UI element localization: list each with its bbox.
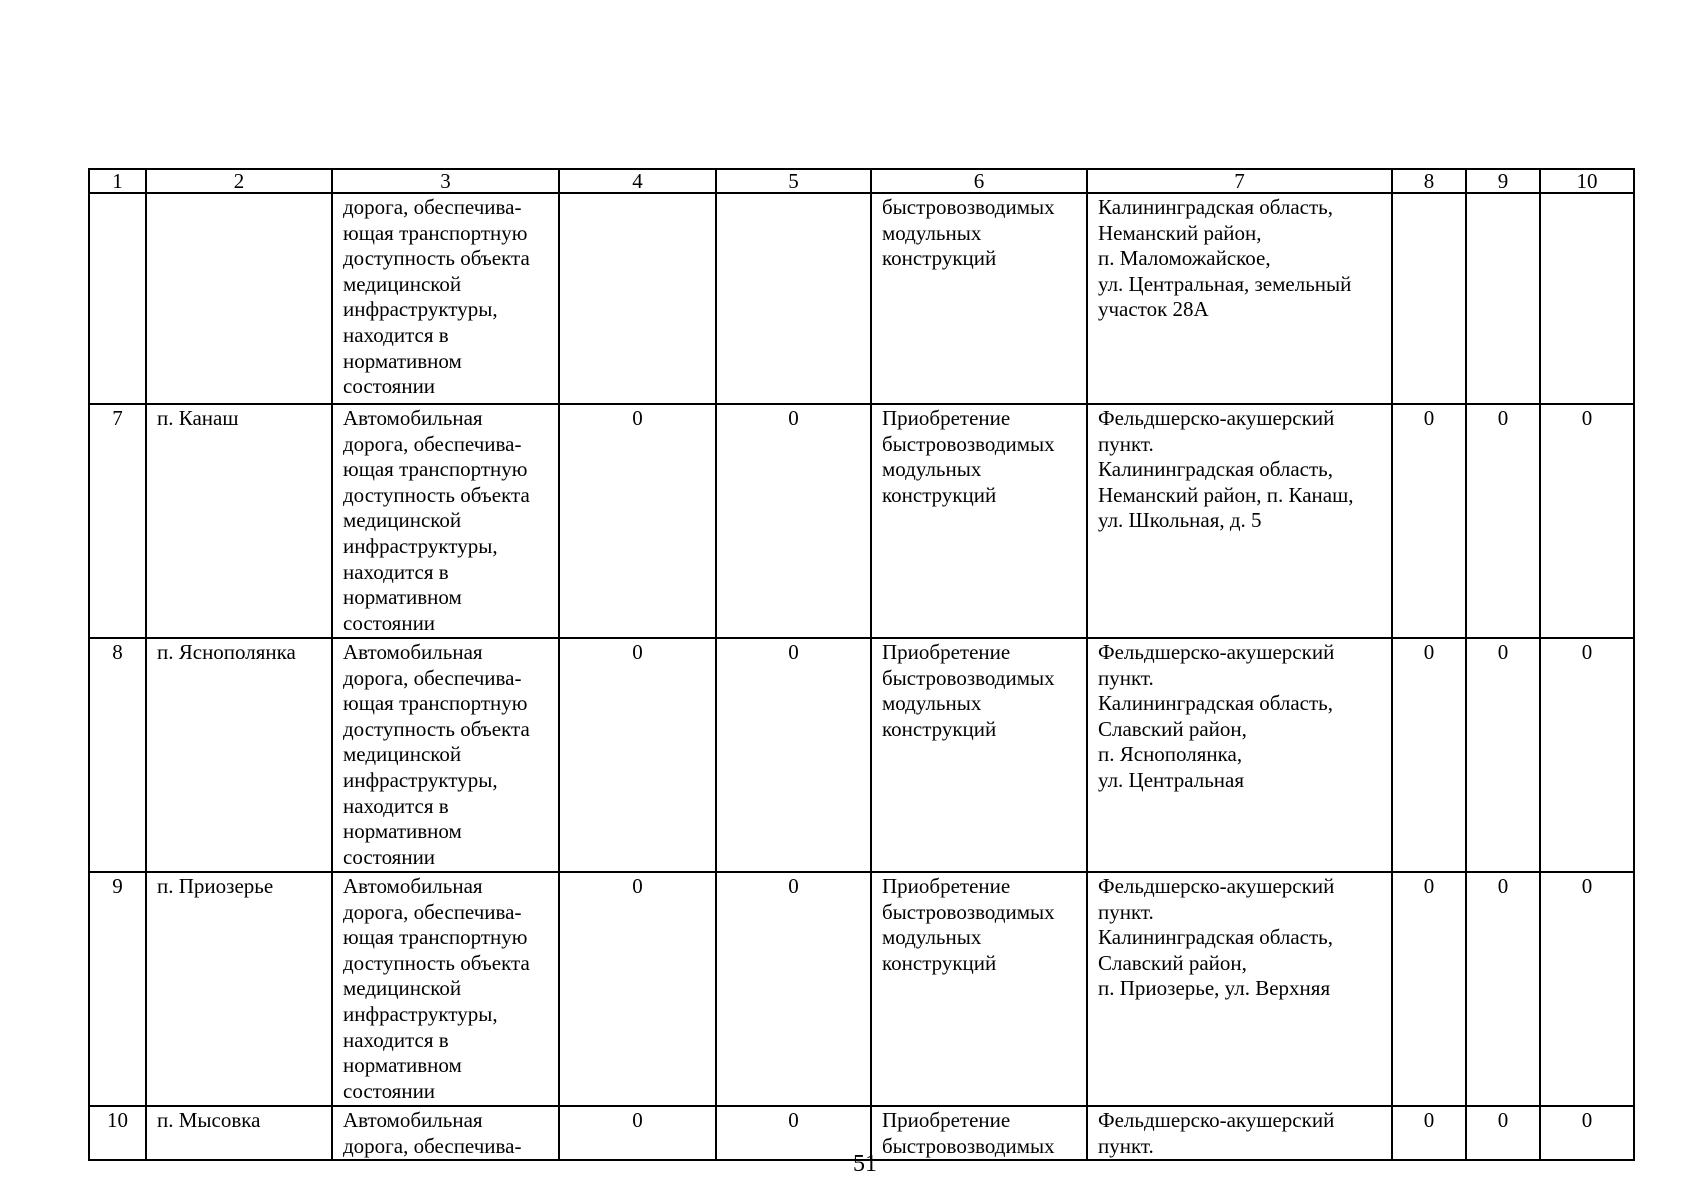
value-col10-cell	[1540, 404, 1634, 638]
value-col9-cell	[1466, 404, 1540, 638]
cell-text: Автомобильная дорога, обеспечива-	[343, 1108, 522, 1158]
table-body	[89, 193, 1634, 1160]
value-col9-cell	[1466, 638, 1540, 872]
cell-text: 0	[632, 1108, 643, 1132]
cell-text: 0	[1581, 874, 1593, 898]
row-number-cell	[89, 404, 146, 638]
action-cell	[871, 638, 1087, 872]
cell-text: п. Мысовка	[157, 1108, 261, 1132]
settlement-cell	[146, 1106, 332, 1160]
cell-text: быстровозводимых модульных конструкций	[882, 195, 1055, 271]
value-col4-cell	[559, 638, 716, 872]
road-condition-cell	[332, 872, 559, 1106]
value-col5-cell	[716, 404, 871, 638]
cell-text: 0	[1497, 640, 1509, 664]
header-row	[89, 169, 1634, 193]
cell-text: 0	[788, 1108, 799, 1132]
data-table	[88, 168, 1635, 1161]
cell-text: п. Приозерье	[157, 874, 274, 898]
value-col5-cell	[716, 872, 871, 1106]
value-col8-cell	[1392, 638, 1466, 872]
cell-text: Приобретение быстровозводимых модульных конструкций	[882, 874, 1055, 975]
cell-text: Калининградская область, Неманский район, п. Маломожайское, ул. Центральная, земельный участок 28А	[1098, 195, 1352, 322]
cell-text: 0	[1423, 874, 1435, 898]
road-condition-cell	[332, 404, 559, 638]
table-row	[89, 404, 1634, 638]
value-col10-cell	[1540, 872, 1634, 1106]
value-col8-cell	[1392, 1106, 1466, 1160]
cell-text: 0	[1423, 1108, 1435, 1132]
row-number-cell	[89, 638, 146, 872]
settlement-cell	[146, 193, 332, 404]
cell-text: 0	[788, 640, 799, 664]
row-number-cell	[89, 872, 146, 1106]
value-col10-cell	[1540, 638, 1634, 872]
row-number-cell	[89, 193, 146, 404]
facility-address-cell	[1087, 1106, 1392, 1160]
cell-text: 7	[112, 406, 123, 430]
page-number: 51	[853, 1151, 877, 1177]
cell-text: 0	[1581, 640, 1593, 664]
cell-text: 10	[107, 1108, 128, 1132]
cell-text: 0	[632, 874, 643, 898]
facility-address-cell	[1087, 638, 1392, 872]
value-col10-cell	[1540, 193, 1634, 404]
cell-text: дорога, обеспечива- ющая транспортную доступность объекта медицинской инфраструктуры, находится в нормативном состоянии	[343, 195, 530, 399]
facility-address-cell	[1087, 404, 1392, 638]
column-header: 3	[332, 169, 559, 193]
cell-text: Фельдшерско-акушерский пункт.	[1098, 1108, 1335, 1158]
value-col10-cell	[1540, 1106, 1634, 1160]
cell-text: 0	[1497, 1108, 1509, 1132]
cell-text: 0	[1497, 874, 1509, 898]
value-col9-cell	[1466, 1106, 1540, 1160]
table-row	[89, 638, 1634, 872]
value-col4-cell	[559, 404, 716, 638]
cell-text: 0	[788, 406, 799, 430]
value-col9-cell	[1466, 872, 1540, 1106]
cell-text: Фельдшерско-акушерский пункт. Калининградская область, Славский район, п. Яснополянка, ул. Центральная	[1098, 640, 1335, 792]
facility-address-cell	[1087, 193, 1392, 404]
row-number-cell	[89, 1106, 146, 1160]
table-row	[89, 872, 1634, 1106]
cell-text: 0	[632, 640, 643, 664]
value-col8-cell	[1392, 404, 1466, 638]
cell-text: 8	[112, 640, 123, 664]
cell-text: Приобретение быстровозводимых	[882, 1108, 1055, 1158]
action-cell	[871, 193, 1087, 404]
table-row	[89, 193, 1634, 404]
value-col4-cell	[559, 193, 716, 404]
value-col8-cell	[1392, 872, 1466, 1106]
road-condition-cell	[332, 1106, 559, 1160]
cell-text: 0	[632, 406, 643, 430]
column-header: 6	[871, 169, 1087, 193]
cell-text: 0	[1581, 1108, 1593, 1132]
cell-text: 0	[1581, 406, 1593, 430]
cell-text: Приобретение быстровозводимых модульных конструкций	[882, 640, 1055, 741]
cell-text: 0	[1497, 406, 1509, 430]
cell-text: Фельдшерско-акушерский пункт. Калининградская область, Неманский район, п. Канаш, ул. Школьная, д. 5	[1098, 406, 1354, 533]
column-header: 5	[716, 169, 871, 193]
action-cell	[871, 872, 1087, 1106]
value-col8-cell	[1392, 193, 1466, 404]
cell-text: Фельдшерско-акушерский пункт. Калининградская область, Славский район, п. Приозерье, ул. Верхняя	[1098, 874, 1335, 1001]
value-col4-cell	[559, 872, 716, 1106]
value-col5-cell	[716, 193, 871, 404]
cell-text: 0	[1423, 406, 1435, 430]
facility-address-cell	[1087, 872, 1392, 1106]
cell-text: 9	[112, 874, 123, 898]
column-header: 2	[146, 169, 332, 193]
cell-text: Автомобильная дорога, обеспечива- ющая транспортную доступность объекта медицинской инфраструктуры, находится в нормативном состоянии	[343, 640, 530, 869]
cell-text: Автомобильная дорога, обеспечива- ющая транспортную доступность объекта медицинской инфраструктуры, находится в нормативном состоянии	[343, 406, 530, 635]
cell-text: Автомобильная дорога, обеспечива- ющая транспортную доступность объекта медицинской инфраструктуры, находится в нормативном состоянии	[343, 874, 530, 1103]
column-header: 7	[1087, 169, 1392, 193]
column-header: 10	[1540, 169, 1634, 193]
column-header: 4	[559, 169, 716, 193]
cell-text: п. Яснополянка	[157, 640, 296, 664]
column-header: 9	[1466, 169, 1540, 193]
road-condition-cell	[332, 638, 559, 872]
cell-text: п. Канаш	[157, 406, 239, 430]
settlement-cell	[146, 404, 332, 638]
cell-text: Приобретение быстровозводимых модульных конструкций	[882, 406, 1055, 507]
cell-text: 0	[788, 874, 799, 898]
value-col9-cell	[1466, 193, 1540, 404]
road-condition-cell	[332, 193, 559, 404]
column-header: 1	[89, 169, 146, 193]
action-cell	[871, 404, 1087, 638]
cell-text: 0	[1423, 640, 1435, 664]
settlement-cell	[146, 872, 332, 1106]
value-col4-cell	[559, 1106, 716, 1160]
value-col5-cell	[716, 638, 871, 872]
column-header: 8	[1392, 169, 1466, 193]
settlement-cell	[146, 638, 332, 872]
